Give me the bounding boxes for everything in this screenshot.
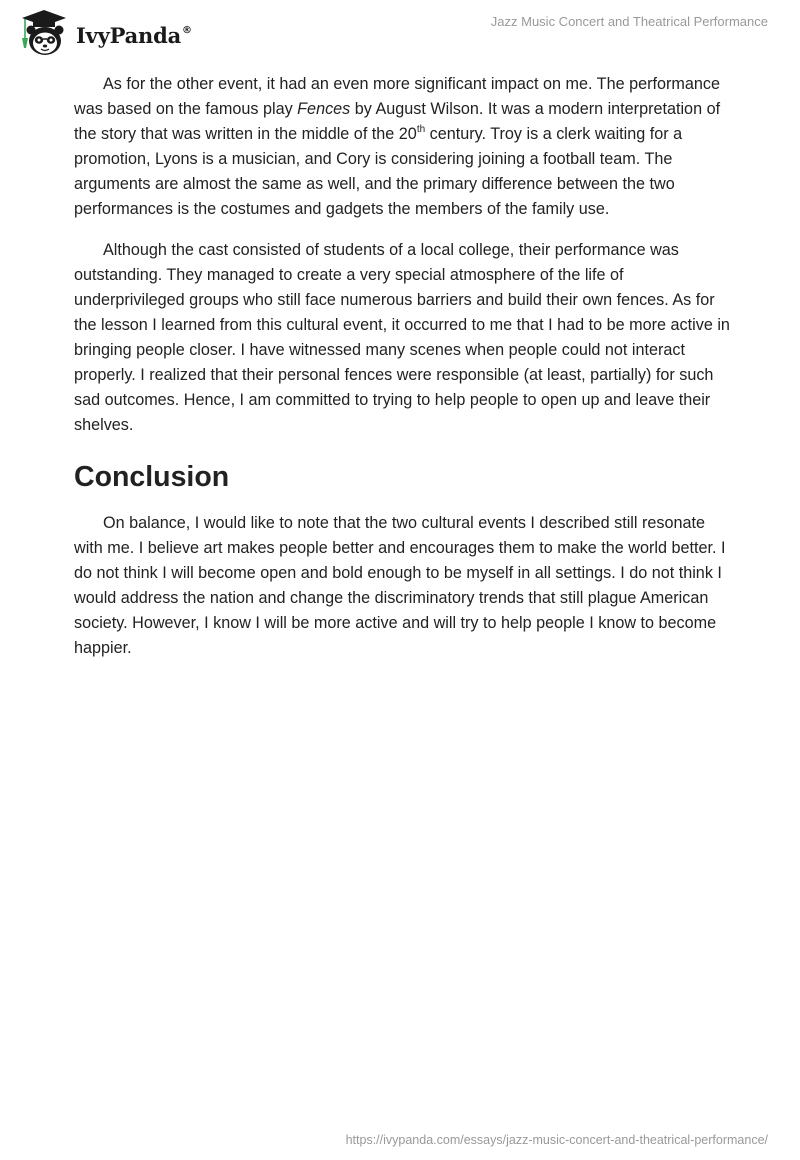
paragraph-conclusion: On balance, I would like to note that the two cultural events I described still resonate with me. I believe art makes people better and encourages them to make the world better. I do not think I will become open and bold enough to be myself in all settings. I do not think I would address the nation and change the discriminatory trends that still plague American society. However, I know I will be more active and will try to help people I know to become happier. bbox=[74, 514, 726, 657]
ivypanda-logo[interactable] bbox=[14, 8, 204, 58]
registered-mark: ® bbox=[182, 24, 192, 36]
paragraph-text: by August Wilson. It was a modern interpretation of the story that was written in the middle of the 20 bbox=[74, 100, 721, 143]
brand-name bbox=[76, 23, 192, 48]
ordinal-suffix: th bbox=[416, 123, 426, 135]
brand-text: IvyPanda bbox=[76, 22, 182, 48]
paragraph-text: As for the other event, it had an even more significant impact on me. The performance was based on the famous play bbox=[74, 75, 720, 118]
page-header bbox=[0, 0, 800, 64]
essay-body bbox=[74, 72, 734, 677]
source-url[interactable]: https://ivypanda.com/essays/jazz-music-concert-and-theatrical-performance/ bbox=[345, 1133, 768, 1147]
paragraph-cast: Although the cast consisted of students of a local college, their performance was outstanding. They managed to create a very special atmosphere of the life of underprivileged groups who still face numerous barriers and build their own fences. As for the lesson I learned from this cultural event, it occurred to me that I had to be more active in bringing people closer. I have witnessed many scenes when people could not interact properly. I realized that their personal fences were responsible (at least, partially) for such sad outcomes. Hence, I am committed to trying to help people to open up and leave their shelves. bbox=[74, 241, 730, 434]
section-heading-conclusion: Conclusion bbox=[74, 461, 230, 493]
paragraph-fences bbox=[74, 72, 734, 222]
play-title: Fences bbox=[297, 100, 351, 118]
paragraph-text: century. Troy is a clerk waiting for a promotion, Lyons is a musician, and Cory is considering joining a football team. The arguments are almost the same as well, and the primary difference between the two performances is the costumes and gadgets the members of the family use. bbox=[74, 125, 683, 218]
panda-graduate-icon bbox=[14, 8, 74, 58]
document-title: Jazz Music Concert and Theatrical Performance bbox=[490, 14, 768, 29]
